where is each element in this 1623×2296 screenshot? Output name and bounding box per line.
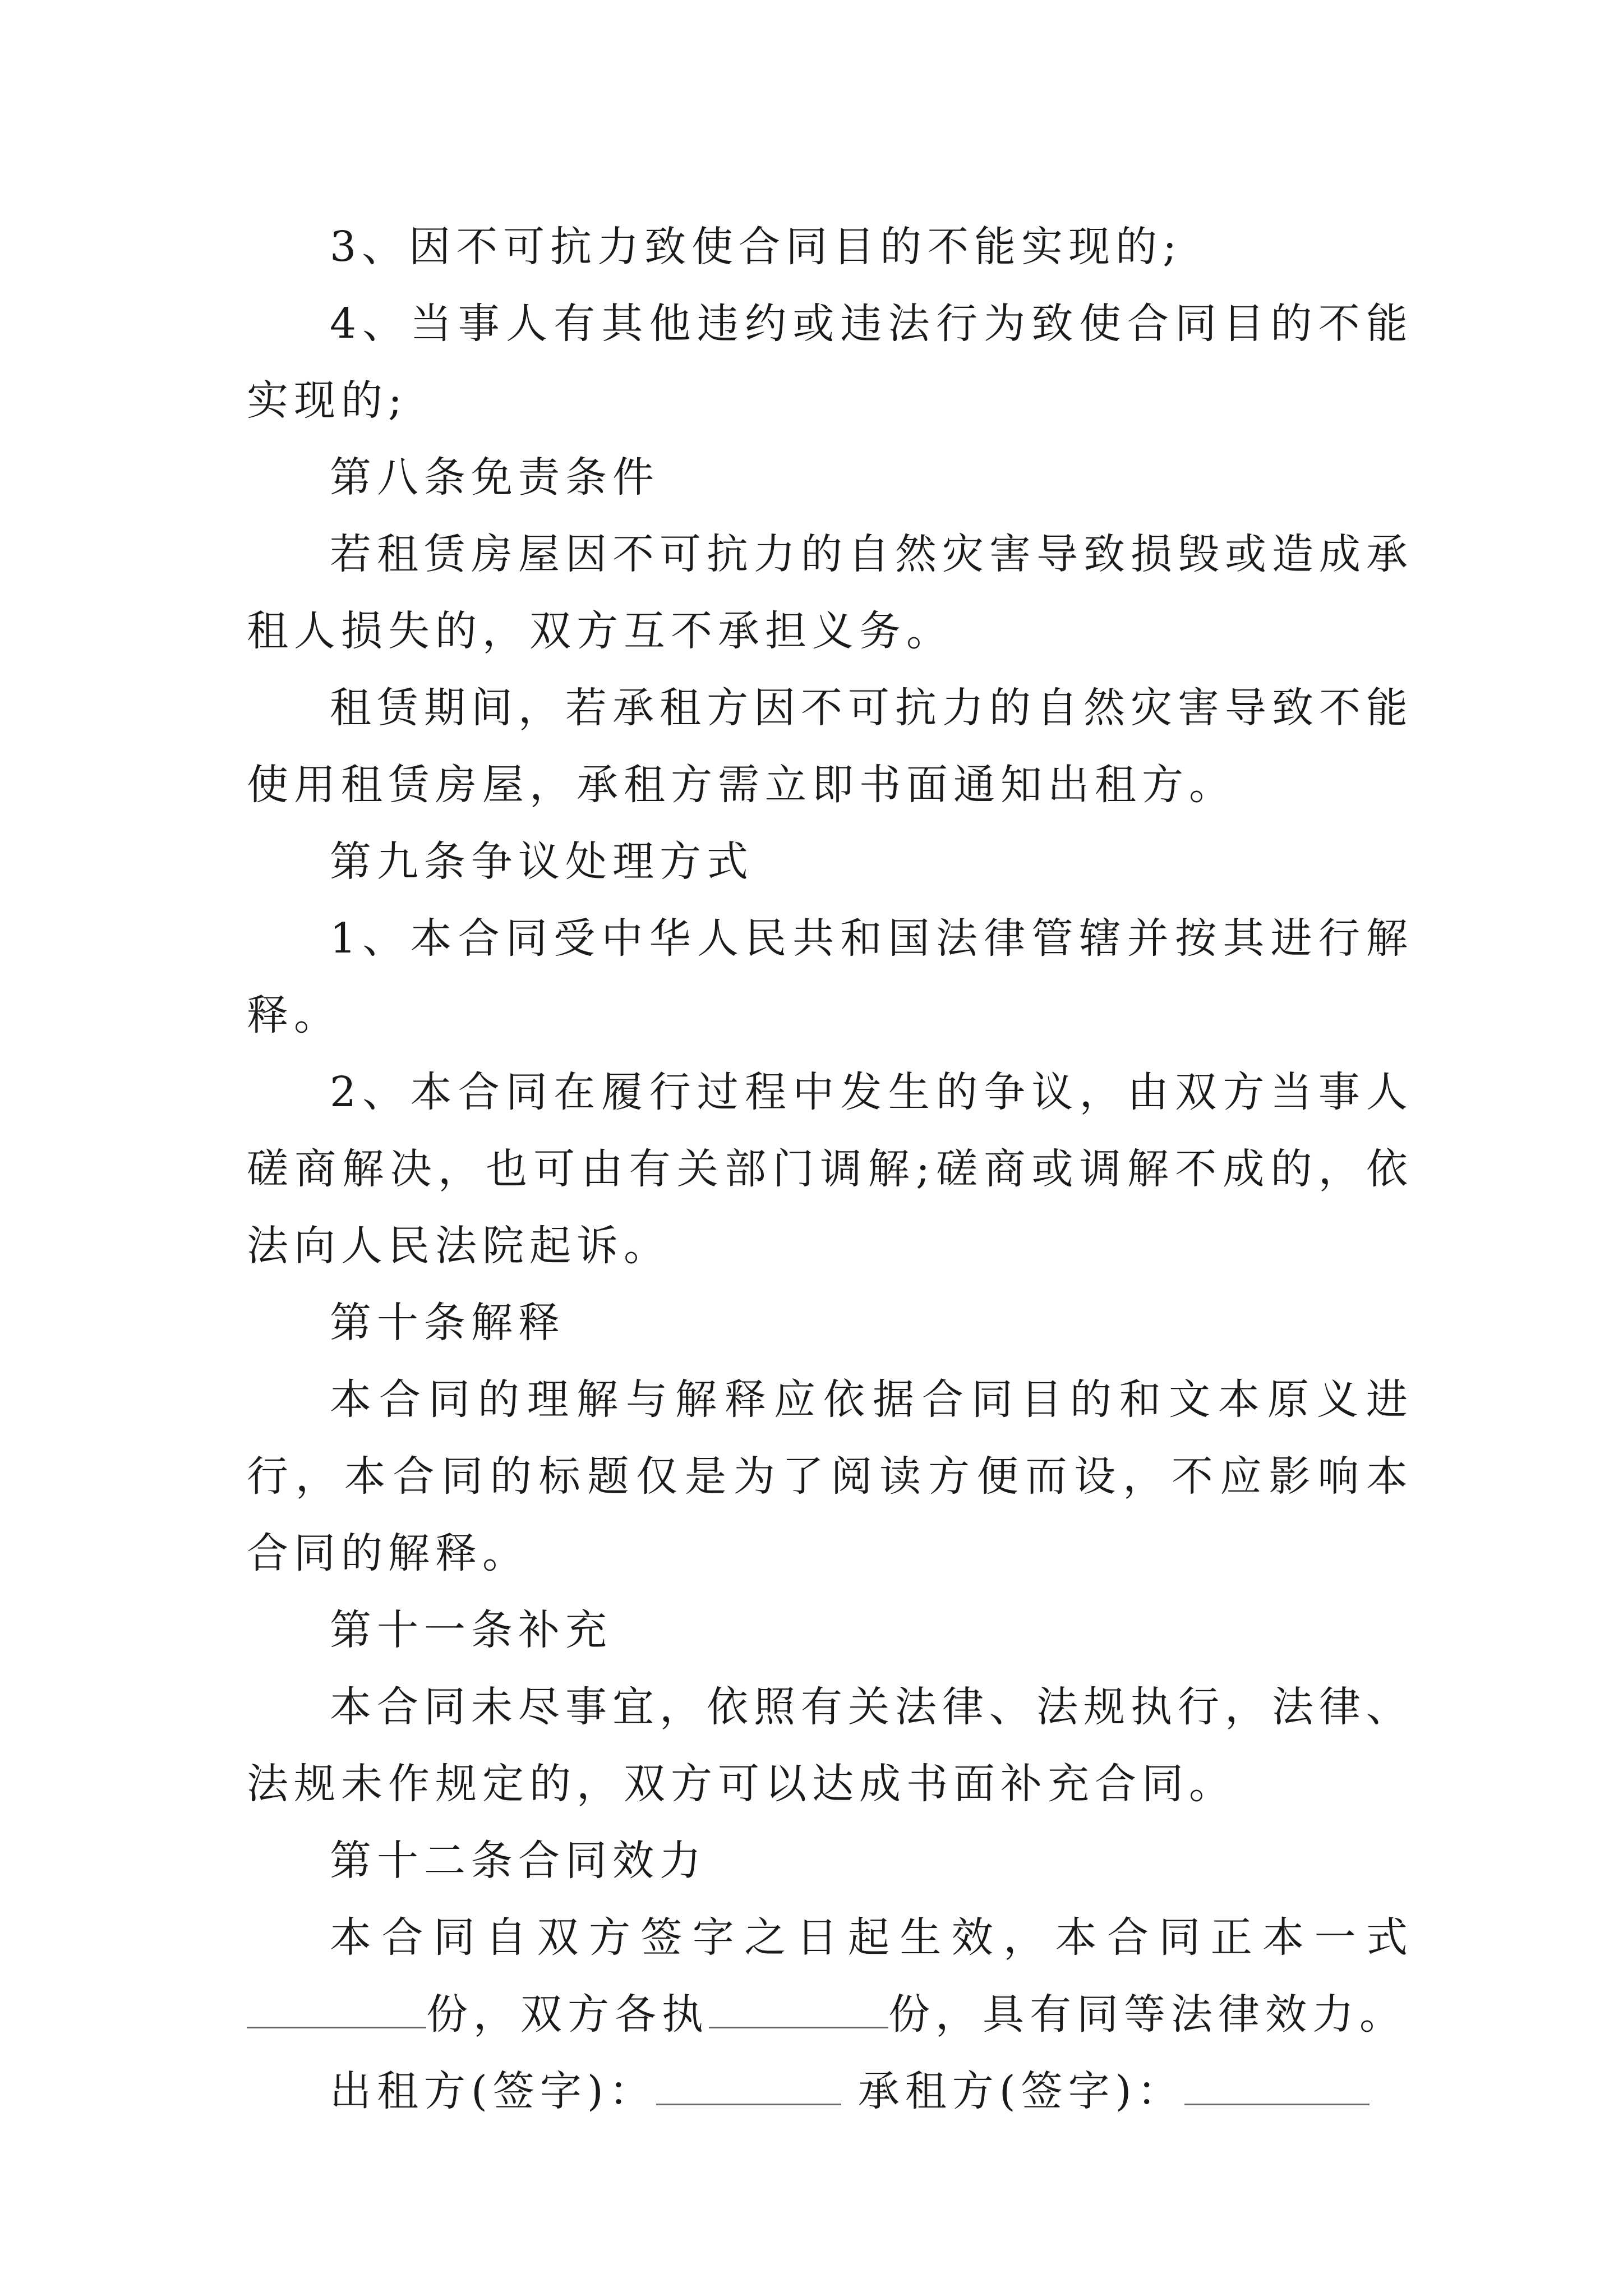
clause-item-4: 4、当事人有其他违约或违法行为致使合同目的不能实现的; xyxy=(247,300,1413,425)
article-8-heading: 第八条免责条件 xyxy=(330,453,660,501)
effect-text-1: 本合同自双方签字之日起生效，本合同正本一式 xyxy=(330,1913,1413,1962)
lessee-signature-blank xyxy=(1184,2064,1370,2105)
effect-text-2: 份，双方各执 xyxy=(426,1990,709,2039)
article-10-para: 本合同的理解与解释应依据合同目的和文本原义进行，本合同的标题仅是为了阅读方便而设，不应影响本合同的解释。 xyxy=(247,1375,1413,1577)
copies-each-blank xyxy=(709,1987,888,2028)
lessee-signature-label: 承租方(签字)： xyxy=(857,2067,1184,2115)
contract-body xyxy=(247,209,1413,2130)
article-10-heading: 第十条解释 xyxy=(330,1299,565,1347)
lessor-signature-blank xyxy=(656,2064,841,2105)
article-8-para-1: 若租赁房屋因不可抗力的自然灾害导致损毁或造成承租人损失的，双方互不承担义务。 xyxy=(247,530,1413,655)
article-11-heading: 第十一条补充 xyxy=(330,1606,612,1654)
article-12-heading: 第十二条合同效力 xyxy=(330,1837,707,1885)
article-11-para: 本合同未尽事宜，依照有关法律、法规执行，法律、法规未作规定的，双方可以达成书面补充合同。 xyxy=(247,1683,1413,1808)
article-9-heading: 第九条争议处理方式 xyxy=(330,838,754,886)
article-9-item-2: 2、本合同在履行过程中发生的争议，由双方当事人磋商解决，也可由有关部门调解;磋商或调解不成的，依法向人民法院起诉。 xyxy=(247,1068,1413,1270)
copies-total-blank xyxy=(247,1987,426,2028)
signature-line xyxy=(247,2053,1413,2130)
article-9-item-1: 1、本合同受中华人民共和国法律管辖并按其进行解释。 xyxy=(247,914,1413,1039)
effect-text-3: 份，具有同等法律效力。 xyxy=(888,1990,1407,2039)
article-12-para xyxy=(247,1899,1413,2053)
article-8-para-2: 租赁期间，若承租方因不可抗力的自然灾害导致不能使用租赁房屋，承租方需立即书面通知出租方。 xyxy=(247,684,1413,809)
clause-item-3: 3、因不可抗力致使合同目的不能实现的; xyxy=(330,223,1183,271)
lessor-signature-label: 出租方(签字)： xyxy=(330,2067,656,2115)
